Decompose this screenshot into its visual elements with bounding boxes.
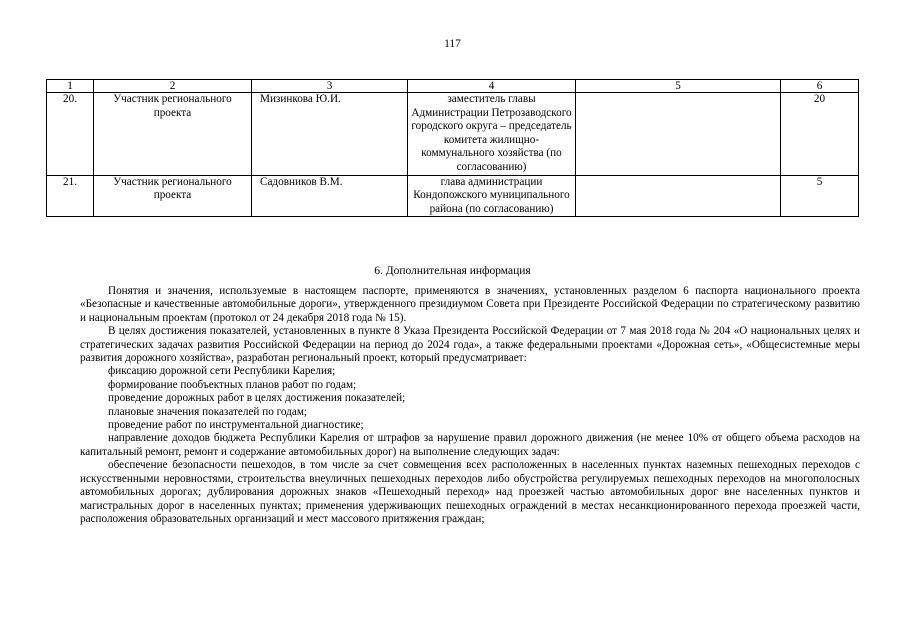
row-number: 21. (47, 175, 94, 217)
list-item: проведение работ по инструментальной диагностике; (108, 419, 364, 432)
row-supervisor (576, 93, 781, 176)
table-header-cell: 4 (408, 80, 576, 93)
table-header-cell: 5 (576, 80, 781, 93)
row-role: Участник регионального проекта (94, 175, 252, 217)
row-number: 20. (47, 93, 94, 176)
paragraph: Понятия и значения, используемые в настоящем паспорте, применяются в значениях, установленных разделом 6 паспорта национального проекта «Безопасные и качественные автомобильные дороги», утвержденного президиумом Совета при Президенте Российской Федерации по стратегическому развитию и национальным проектам (протокол от 24 декабря 2018 года № 15). (80, 285, 860, 324)
row-position: глава администрации Кондопожского муниципального района (по согласованию) (408, 175, 576, 217)
body-text (80, 285, 860, 526)
paragraph: направление доходов бюджета Республики Карелия от штрафов за нарушение правил дорожного движения (не менее 10% от общего объема расходов на капитальный ремонт, ремонт и содержание автомобильных дорог) на выполнение следующих задач: (80, 432, 860, 458)
list-item: фиксацию дорожной сети Республики Карелия; (108, 365, 336, 378)
paragraph: В целях достижения показателей, установленных в пункте 8 Указа Президента Российской Федерации от 7 мая 2018 года № 204 «О национальных целях и стратегических задачах развития Российской Федерации на период до 2024 года», а также федеральными проектами «Дорожная сеть», «Общесистемные меры развития дорожного хозяйства», разработан региональный проект, который предусматривает: (80, 325, 860, 365)
paragraph: обеспечение безопасности пешеходов, в том числе за счет совмещения всех расположенных в населенных пунктах наземных пешеходных переходов с искусственными неровностями, строительства внеуличных пешеходных переходов либо обустройства регулируемых пешеходных переходов на многополосных автомобильных дорогах; дублирования дорожных знаков «Пешеходный переход» над проезжей частью автомобильных дорог вне населенных пунктов и магистральных дорог в населенных пунктах; применения удерживающих пешеходных ограждений в местах несанкционированного перехода проезжей части, расположения образовательных организаций и мест массового притяжения граждан; (80, 459, 860, 525)
row-name: Мизинкова Ю.И. (252, 93, 408, 176)
table-row (47, 93, 859, 176)
table-header-cell: 1 (47, 80, 94, 93)
row-supervisor (576, 175, 781, 217)
row-role: Участник регионального проекта (94, 93, 252, 176)
list-item: формирование пообъектных планов работ по годам; (108, 378, 357, 391)
row-position: заместитель главы Администрации Петрозаводского городского округа – председатель комитета жилищно-коммунального хозяйства (по согласованию) (408, 93, 576, 176)
row-employment: 20 (781, 93, 859, 176)
section-title: 6. Дополнительная информация (374, 265, 531, 277)
page-number: 117 (444, 38, 461, 50)
row-employment: 5 (781, 175, 859, 217)
table-header-cell: 3 (252, 80, 408, 93)
table-header-row (47, 80, 859, 93)
list-item: плановые значения показателей по годам; (108, 405, 308, 418)
table-header-cell: 2 (94, 80, 252, 93)
participants-table (46, 79, 859, 217)
list-item: проведение дорожных работ в целях достижения показателей; (108, 392, 406, 405)
table-header-cell: 6 (781, 80, 859, 93)
table-row (47, 175, 859, 217)
row-name: Садовников В.М. (252, 175, 408, 217)
